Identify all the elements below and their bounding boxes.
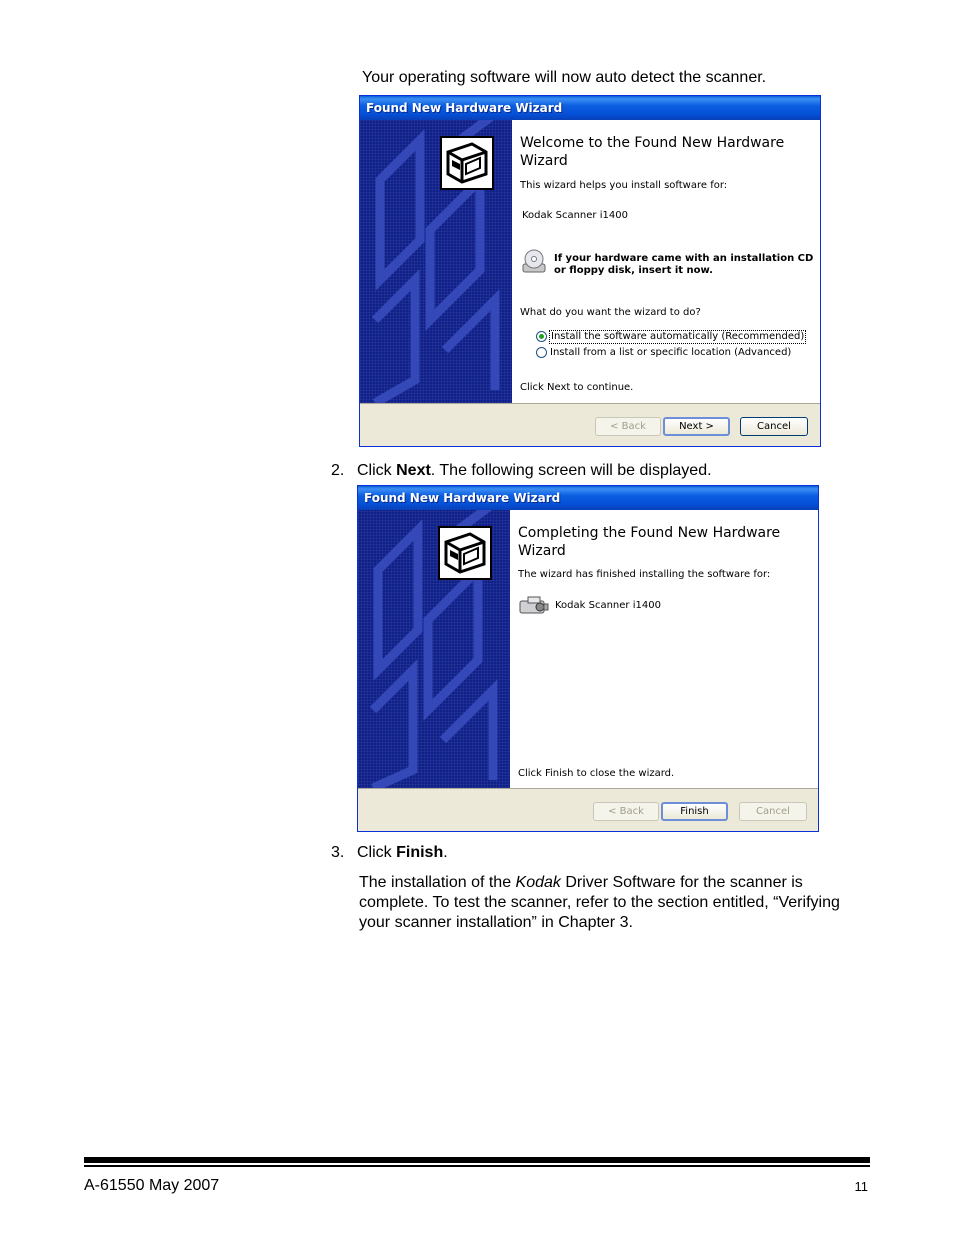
wizard-heading: Welcome to the Found New Hardware Wizard xyxy=(520,135,785,169)
radio-install-from-list[interactable] xyxy=(536,347,547,358)
close-text: Click Finish to close the wizard. xyxy=(518,768,675,779)
kodak-brand: Kodak xyxy=(515,874,561,891)
cancel-button[interactable]: Cancel xyxy=(739,802,807,821)
button-bar-divider xyxy=(360,403,820,404)
finish-button[interactable]: Finish xyxy=(661,802,728,821)
wizard-dialog-completing xyxy=(357,485,819,832)
page-number: 11 xyxy=(854,1179,868,1194)
footer-rule-thick xyxy=(84,1157,870,1163)
next-button[interactable]: Next > xyxy=(663,417,730,436)
next-emphasis: Next xyxy=(396,462,431,479)
footer-rule-thin xyxy=(84,1165,870,1167)
wizard-dialog-welcome xyxy=(359,95,821,447)
device-name: Kodak Scanner i1400 xyxy=(522,210,628,221)
radio-install-automatically[interactable] xyxy=(536,331,547,342)
continue-text: Click Next to continue. xyxy=(520,382,634,393)
device-name: Kodak Scanner i1400 xyxy=(555,600,661,611)
wizard-side-banner xyxy=(360,120,512,403)
helps-text: This wizard helps you install software for: xyxy=(520,180,728,191)
step-3-text: Click Finish. xyxy=(357,844,448,861)
cancel-button[interactable]: Cancel xyxy=(740,417,808,436)
button-bar-divider xyxy=(358,788,818,789)
step-2-text: Click Next. The following screen will be displayed. xyxy=(357,462,712,479)
back-button[interactable]: < Back xyxy=(593,802,659,821)
cd-icon xyxy=(520,248,548,276)
finished-text: The wizard has finished installing the software for: xyxy=(518,569,771,580)
dialog-title: Found New Hardware Wizard xyxy=(360,96,820,120)
step-2-number: 2. xyxy=(331,462,345,479)
option-install-automatically[interactable]: Install the software automatically (Recommended) xyxy=(551,331,805,342)
wizard-side-banner xyxy=(358,510,510,788)
back-button[interactable]: < Back xyxy=(595,417,661,436)
closing-paragraph: The installation of the Kodak Driver Software for the scanner is complete. To test the scanner, refer to the section entitled, “Verifying your scanner installation” in Chapter 3. xyxy=(359,874,840,931)
footer-doc-id: A-61550 May 2007 xyxy=(84,1177,220,1194)
hardware-icon xyxy=(440,136,494,190)
option-install-from-list[interactable]: Install from a list or specific location (Advanced) xyxy=(550,347,792,358)
cd-instruction-line1: If your hardware came with an installation CD xyxy=(554,253,814,264)
intro-text: Your operating software will now auto detect the scanner. xyxy=(362,69,767,86)
wizard-question: What do you want the wizard to do? xyxy=(520,307,701,318)
step-3-number: 3. xyxy=(331,844,345,861)
finish-emphasis: Finish xyxy=(396,844,444,861)
scanner-icon xyxy=(518,594,550,616)
hardware-icon xyxy=(438,526,492,580)
dialog-title: Found New Hardware Wizard xyxy=(358,486,818,510)
wizard-heading: Completing the Found New Hardware Wizard xyxy=(518,525,781,559)
cd-instruction-line2: or floppy disk, insert it now. xyxy=(554,265,713,276)
